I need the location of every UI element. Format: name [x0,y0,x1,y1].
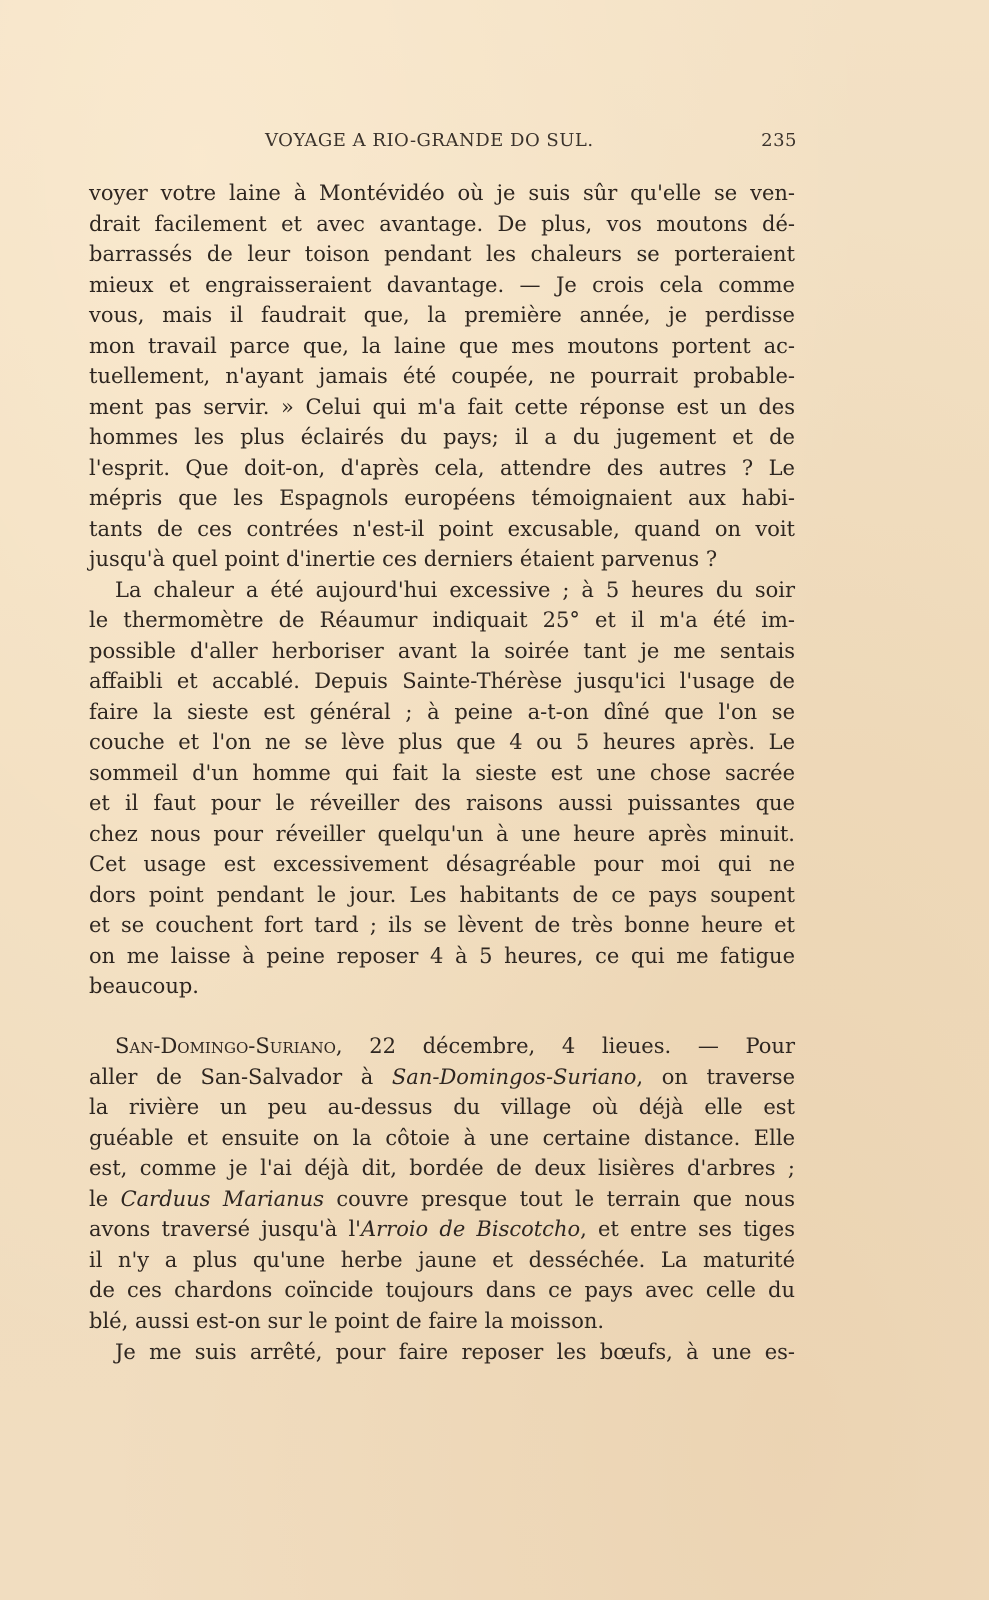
text-line: on me laisse à peine reposer 4 à 5 heures, ce qui me fatigue [89,944,795,968]
text-line: et il faut pour le réveiller des raisons aussi puissantes que [89,791,795,815]
entry-heading-line [115,1031,795,1061]
text-line: mieux et engraisseraient davantage. — Je crois cela comme [89,273,795,297]
text-line: de ces chardons coïncide toujours dans ce pays avec celle du [89,1278,795,1302]
text-line: il n'y a plus qu'une herbe jaune et desséchée. La maturité [89,1248,795,1272]
text-line: la rivière un peu au-dessus du village où déjà elle est [89,1095,795,1119]
text-line: le thermomètre de Réaumur indiquait 25° et il m'a été im- [89,608,795,632]
text-line: jusqu'à quel point d'inertie ces derniers étaient parvenus ? [89,547,718,571]
text-line [89,1184,795,1214]
text-line: tants de ces contrées n'est-il point excusable, quand on voit [89,517,795,541]
text-span: le [89,1187,121,1211]
text-line: drait facilement et avec avantage. De plus, vos moutons dé- [89,212,795,236]
text-line: mon travail parce que, la laine que mes moutons portent ac- [89,334,795,358]
entry-date: 22 décembre, 4 lieues. — Pour [342,1034,795,1058]
text-span: couvre presque tout le terrain que nous [324,1187,795,1211]
text-span: , on traverse [636,1065,796,1089]
text-line: dors point pendant le jour. Les habitants de ce pays soupent [89,883,795,907]
species-name-italic: Carduus Marianus [120,1187,324,1211]
text-line: blé, aussi est-on sur le point de faire la moisson. [89,1309,605,1333]
running-head [265,130,797,158]
text-line: mépris que les Espagnols européens témoignaient aux habi- [89,486,795,510]
text-line: voyer votre laine à Montévidéo où je suis sûr qu'elle se ven- [89,181,795,205]
text-line: La chaleur a été aujourd'hui excessive ; à 5 heures du soir [115,578,795,602]
text-line: tuellement, n'ayant jamais été coupée, ne pourrait probable- [89,364,795,388]
text-line: possible d'aller herboriser avant la soirée tant je me sentais [89,639,795,663]
text-line: couche et l'on ne se lève plus que 4 ou 5 heures après. Le [89,730,795,754]
text-line [89,1214,795,1244]
text-line: barrassés de leur toison pendant les chaleurs se porteraient [89,242,795,266]
text-line: guéable et ensuite on la côtoie à une certaine distance. Elle [89,1126,795,1150]
text-line: sommeil d'un homme qui fait la sieste est une chose sacrée [89,761,795,785]
text-line: beaucoup. [89,974,199,998]
text-span: avons traversé jusqu'à l' [89,1217,361,1241]
text-line: l'esprit. Que doit-on, d'après cela, attendre des autres ? Le [89,456,795,480]
text-line: chez nous pour réveiller quelqu'un à une heure après minuit. [89,822,795,846]
text-line: est, comme je l'ai déjà dit, bordée de deux lisières d'arbres ; [89,1156,795,1180]
text-line [89,1062,795,1092]
text-line: hommes les plus éclairés du pays; il a du jugement et de [89,425,795,449]
place-name-italic: San-Domingos-Suriano [391,1065,637,1089]
page-number: 235 [761,130,797,151]
text-line: ment pas servir. » Celui qui m'a fait cette réponse est un des [89,395,795,419]
text-line: vous, mais il faudrait que, la première année, je perdisse [89,303,795,327]
text-line: et se couchent fort tard ; ils se lèvent de très bonne heure et [89,913,795,937]
text-span: , et entre ses tiges [580,1217,796,1241]
text-span: aller de San-Salvador à [89,1065,392,1089]
running-title: VOYAGE A RIO-GRANDE DO SUL. [265,130,594,151]
text-line: affaibli et accablé. Depuis Sainte-Thérèse jusqu'ici l'usage de [89,669,795,693]
text-line: Cet usage est excessivement désagréable pour moi qui ne [89,852,795,876]
text-line: faire la sieste est général ; à peine a-t-on dîné que l'on se [89,700,795,724]
text-line: Je me suis arrêté, pour faire reposer les bœufs, à une es- [115,1340,795,1364]
entry-place-heading: San-Domingo-Suriano, [115,1034,343,1058]
place-name-italic: Arroio de Biscotcho [360,1217,581,1241]
